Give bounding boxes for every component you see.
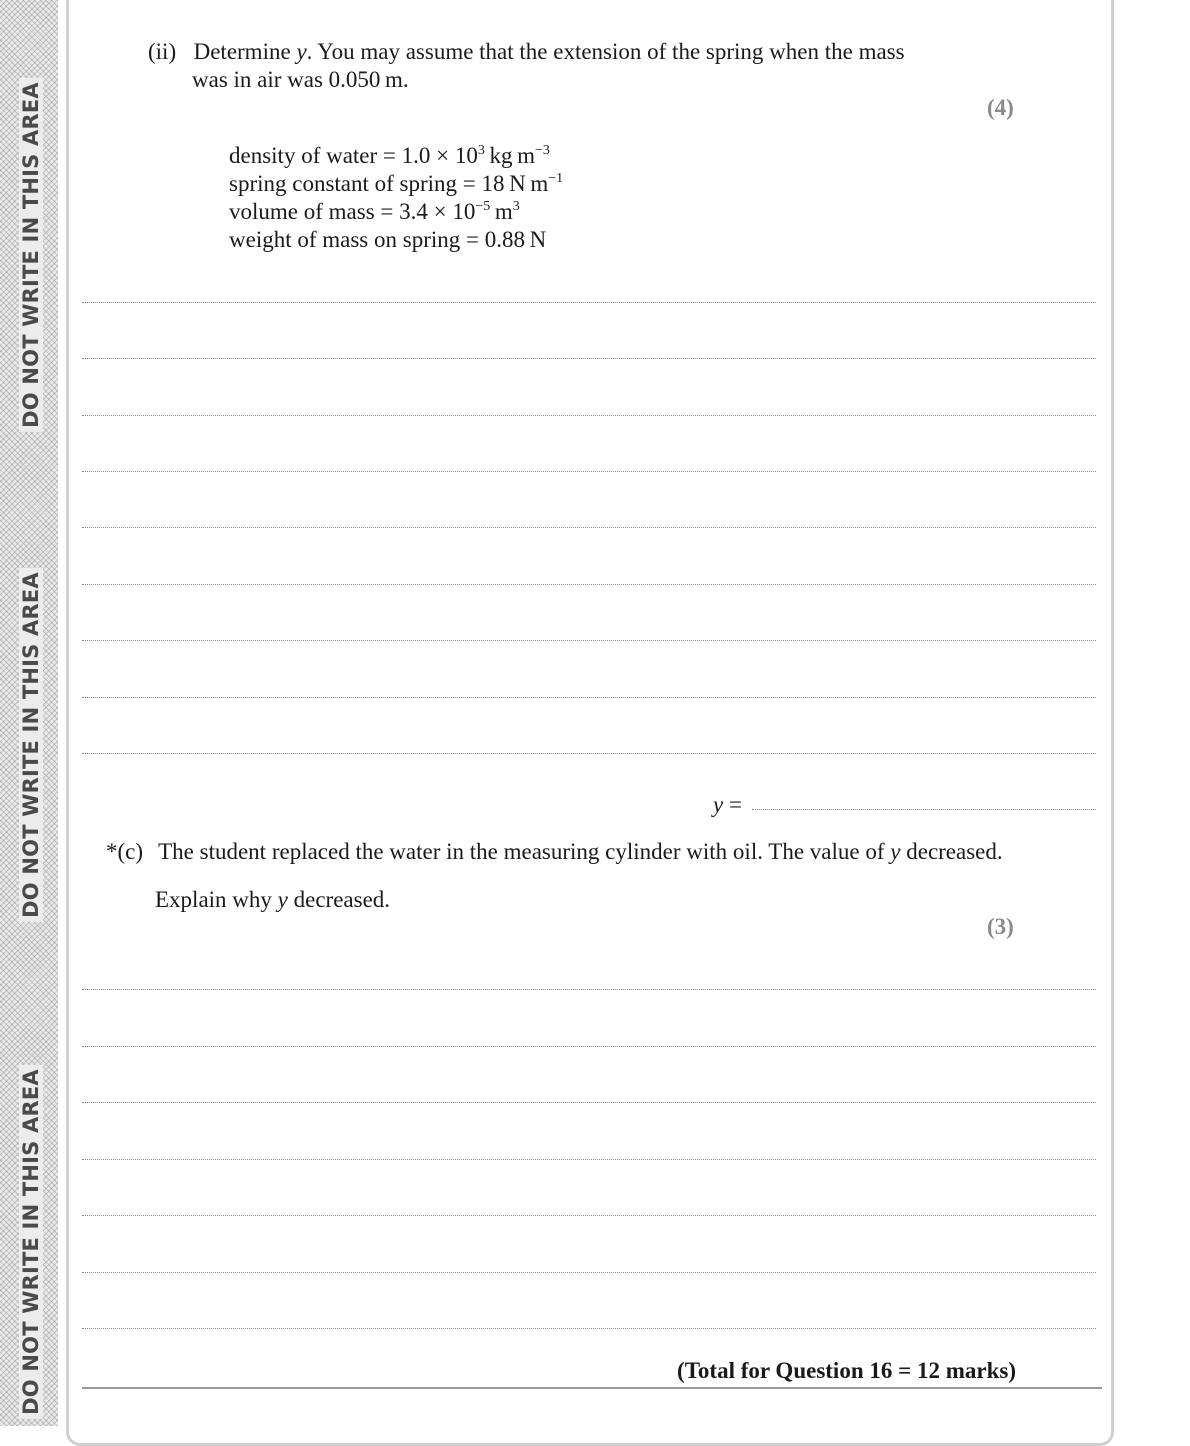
question-ii-line1 (148, 38, 905, 66)
question-c-line1 (106, 838, 1003, 866)
data-density: density of water = $1.0 \times 10^3$ kg $m^{-3}$ (229, 143, 550, 168)
variable-y: y (296, 39, 307, 64)
answer-line[interactable] (82, 1046, 1096, 1047)
margin-strip (0, 0, 58, 1426)
bottom-rule (82, 1387, 1102, 1389)
answer-line[interactable] (82, 302, 1096, 303)
question-number: (ii) (148, 39, 177, 64)
marks-c: (3) (987, 914, 1014, 939)
variable-y: y (890, 839, 901, 864)
answer-line[interactable] (82, 415, 1096, 416)
answer-line[interactable] (82, 989, 1096, 990)
data-spring-constant: spring constant of spring = 18 N $m^{-1}$ (229, 171, 564, 196)
answer-label-y: y = (713, 792, 742, 817)
question-text: decreased. (900, 839, 1003, 864)
page-frame (66, 0, 1114, 1446)
answer-line[interactable] (82, 753, 1096, 754)
data-volume: volume of mass = $3.4 \times 10^{-5}$ $m^3$ (229, 199, 520, 224)
answer-line[interactable] (82, 527, 1096, 528)
marks-ii: (4) (987, 95, 1014, 120)
question-ii-line2: was in air was 0.050 m. (192, 67, 409, 92)
question-c-line2: Explain why y decreased. (155, 887, 391, 912)
margin-warning-label: DO NOT WRITE IN THIS AREA (19, 78, 43, 432)
question-number: *(c) (106, 839, 144, 864)
answer-line[interactable] (82, 640, 1096, 641)
data-weight: weight of mass on spring = 0.88 N (229, 227, 547, 252)
answer-line[interactable] (82, 471, 1096, 472)
answer-line[interactable] (82, 1328, 1096, 1329)
question-text: Determine (193, 39, 297, 64)
answer-line[interactable] (82, 584, 1096, 585)
margin-warning-label: DO NOT WRITE IN THIS AREA (19, 568, 43, 922)
answer-line[interactable] (82, 1159, 1096, 1160)
answer-line[interactable] (82, 1215, 1096, 1216)
answer-line[interactable] (82, 358, 1096, 359)
answer-line[interactable] (82, 1272, 1096, 1273)
answer-line[interactable] (82, 1102, 1096, 1103)
margin-warning-label: DO NOT WRITE IN THIS AREA (19, 1065, 43, 1419)
total-marks: (Total for Question 16 = 12 marks) (677, 1358, 1016, 1383)
question-text: . You may assume that the extension of the spring when the mass (306, 39, 905, 64)
right-margin (1118, 0, 1190, 1426)
final-answer-field[interactable] (752, 809, 1096, 810)
answer-line[interactable] (82, 697, 1096, 698)
question-text: The student replaced the water in the measuring cylinder with oil. The value of (158, 839, 891, 864)
